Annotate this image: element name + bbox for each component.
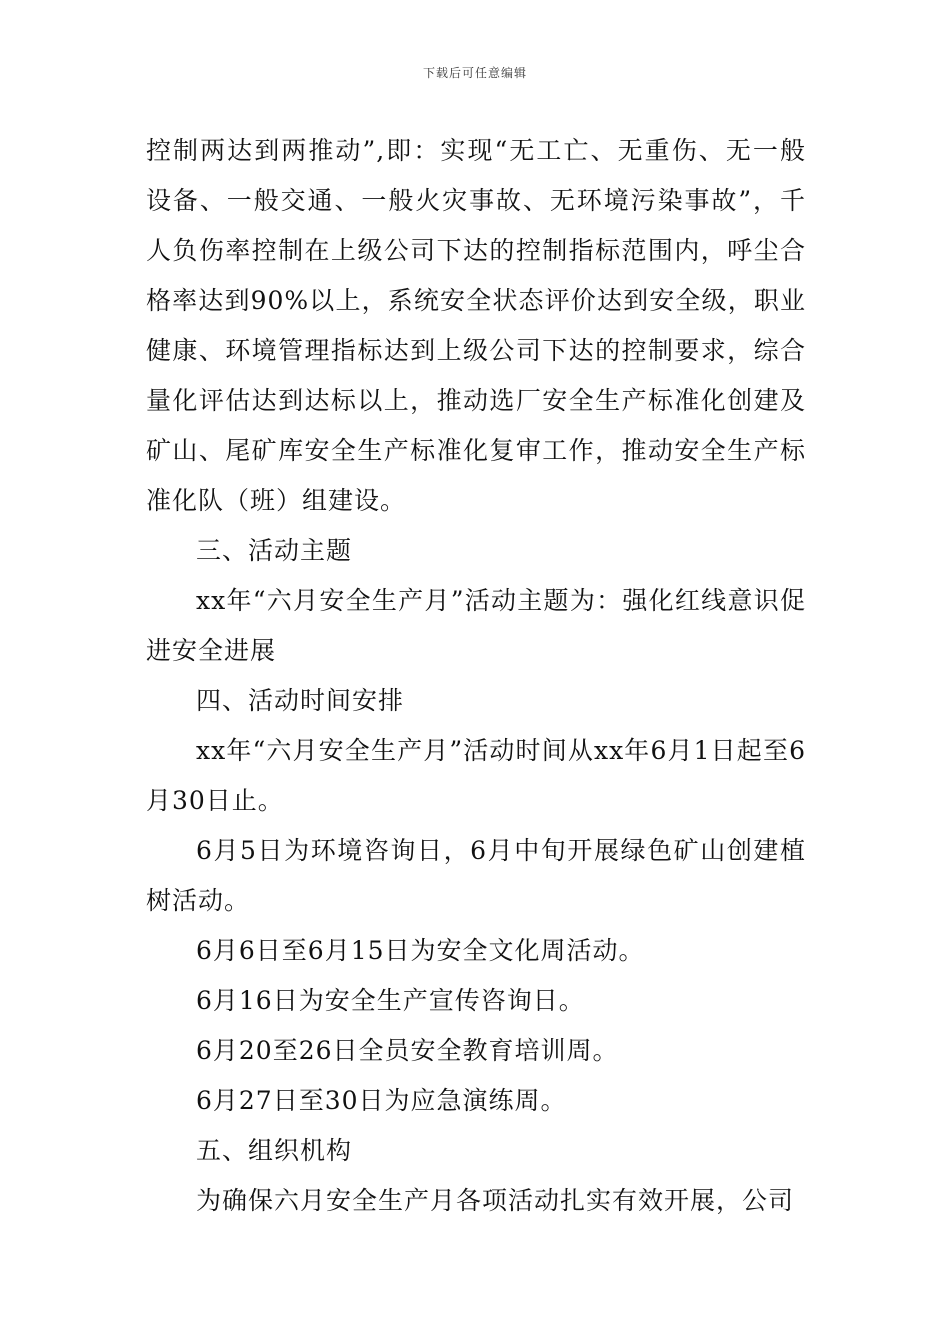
paragraph-organization: 为确保六月安全生产月各项活动扎实有效开展，公司 — [196, 1186, 795, 1215]
paragraph-training-week: 6月20至26日全员安全教育培训周。 — [196, 1036, 619, 1065]
paragraph-environment-day: 6月5日为环境咨询日，6月中旬开展绿色矿山创建植树活动。 — [146, 836, 806, 915]
paragraph-culture-week: 6月6日至6月15日为安全文化周活动。 — [196, 936, 645, 965]
paragraph-drill-week: 6月27日至30日为应急演练周。 — [196, 1086, 567, 1115]
section-heading-activity-theme: 三、活动主题 — [196, 536, 353, 565]
paragraph-publicity-day: 6月16日为安全生产宣传咨询日。 — [196, 986, 585, 1015]
document-body — [146, 126, 806, 1226]
section-heading-organization: 五、组织机构 — [196, 1136, 353, 1165]
paragraph-activity-theme: xx年“六月安全生产月”活动主题为：强化红线意识促进安全进展 — [146, 586, 806, 665]
paragraph-schedule-range: xx年“六月安全生产月”活动时间从xx年6月1日起至6月30日止。 — [146, 736, 806, 815]
section-heading-schedule: 四、活动时间安排 — [196, 686, 405, 715]
page-header: 下载后可任意编辑 — [422, 66, 527, 80]
paragraph-safety-targets: 控制两达到两推动”,即：实现“无工亡、无重伤、无一般设备、一般交通、一般火灾事故、无环境污染事故”，千人负伤率控制在上级公司下达的控制指标范围内，呼尘合格率达到90%以上，系统安全状态评价达到安全级，职业健康、环境管理指标达到上级公司下达的控制要求，综合量化评估达到达标以上，推动选厂安全生产标准化创建及矿山、尾矿库安全生产标准化复审工作，推动安全生产标准化队（班）组建设。 — [146, 136, 806, 515]
